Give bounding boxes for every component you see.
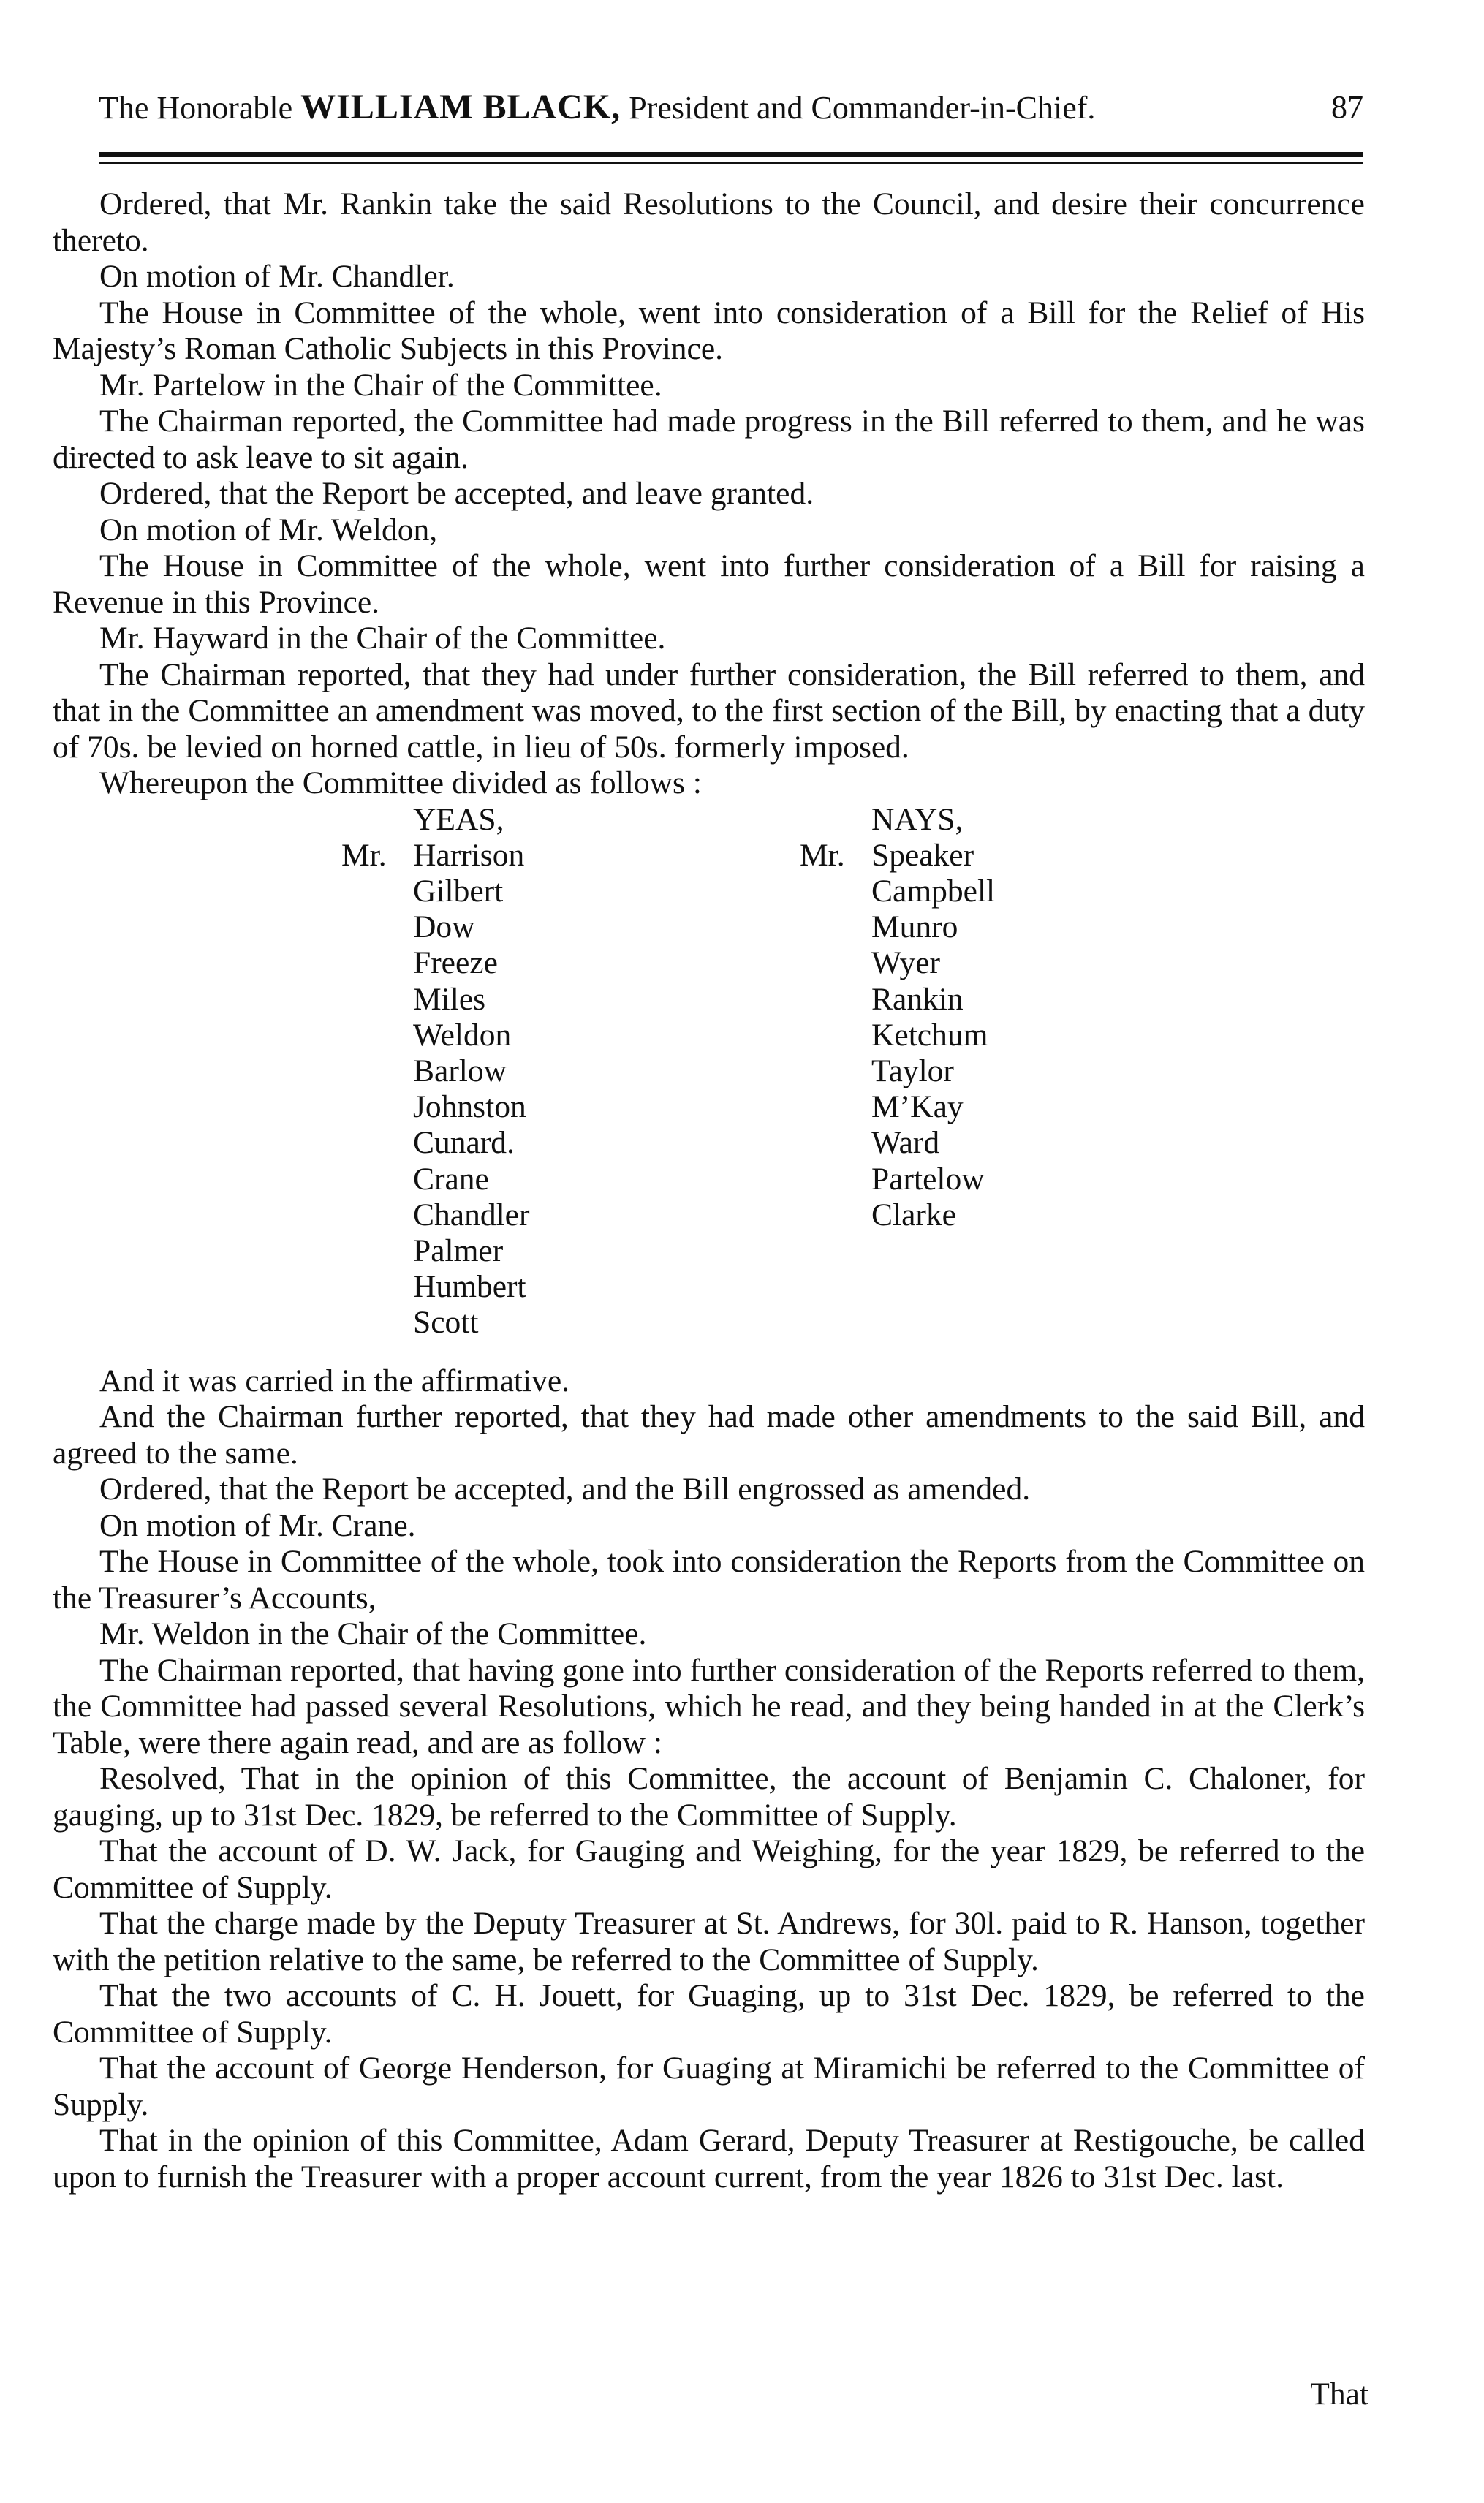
member-name: Weldon	[413, 1017, 512, 1053]
member-name: Wyer	[871, 945, 940, 981]
member-name: Ward	[871, 1125, 940, 1161]
catchword: That	[1310, 2377, 1368, 2412]
nay-member	[800, 1089, 995, 1125]
member-name: Partelow	[871, 1161, 985, 1197]
yea-member	[341, 909, 529, 945]
paragraph: Whereupon the Committee divided as follows :	[99, 765, 702, 800]
nays-heading: NAYS,	[871, 801, 964, 837]
member-name: Taylor	[871, 1053, 954, 1088]
yea-member	[341, 1233, 529, 1269]
member-name: Barlow	[413, 1053, 507, 1088]
title-prefix: Mr.	[341, 837, 387, 873]
paragraph: The House in Committee of the whole, went into further consideration of a Bill for raising a Revenue in this Province.	[53, 548, 1365, 620]
nay-member	[800, 1125, 995, 1161]
yea-member	[341, 1162, 529, 1197]
header-rule-thick	[99, 152, 1363, 157]
paragraph: On motion of Mr. Weldon,	[99, 512, 438, 548]
nay-member	[800, 1053, 995, 1089]
paragraph: The Chairman reported, the Committee had made progress in the Bill referred to them, and he was directed to ask leave to sit again.	[53, 404, 1365, 475]
paragraph: That the account of George Henderson, for Guaging at Miramichi be referred to the Committee of Supply.	[53, 2051, 1365, 2122]
paragraph: Mr. Weldon in the Chair of the Committee.	[99, 1616, 647, 1651]
header-title-prefix: The Honorable	[99, 90, 293, 126]
yea-member	[341, 982, 529, 1018]
yea-member	[341, 1125, 529, 1161]
nay-member	[800, 874, 995, 909]
page-number: 87	[1331, 89, 1363, 125]
paragraph: Mr. Partelow in the Chair of the Committee.	[99, 367, 662, 403]
member-name: Gilbert	[413, 873, 504, 909]
nay-member	[800, 1162, 995, 1197]
nay-member	[800, 1197, 995, 1233]
member-name: Rankin	[871, 981, 964, 1017]
member-name: Scott	[413, 1305, 479, 1341]
yea-member	[341, 1269, 529, 1305]
yea-member	[341, 1305, 529, 1341]
title-prefix: Mr.	[800, 837, 845, 873]
yea-member	[341, 1018, 529, 1053]
header-title-name: WILLIAM BLACK,	[300, 88, 621, 126]
yeas-column	[341, 802, 529, 1341]
member-name: Munro	[871, 909, 958, 945]
member-name: Dow	[413, 909, 475, 945]
member-name: Cunard.	[413, 1125, 515, 1161]
paragraph: The Chairman reported, that they had under further consideration, the Bill referred to them, and that in the Committee an amendment was moved, to the first section of the Bill, by enacting that a duty of 70s. be levied on horned cattle, in lieu of 50s. formerly imposed.	[53, 656, 1365, 765]
yea-member	[341, 1089, 529, 1125]
paragraph: And it was carried in the affirmative.	[99, 1363, 570, 1398]
paragraph: Mr. Hayward in the Chair of the Committee.	[99, 621, 666, 656]
nay-member	[800, 945, 995, 981]
paragraph: The House in Committee of the whole, went into consideration of a Bill for the Relief of His Majesty’s Roman Catholic Subjects in this Province.	[53, 295, 1365, 366]
paragraph: That the charge made by the Deputy Treasurer at St. Andrews, for 30l. paid to R. Hanson, together with the petition relative to the same, be referred to the Committee of Supply.	[53, 1906, 1365, 1977]
yea-member	[341, 1197, 529, 1233]
member-name: Ketchum	[871, 1017, 988, 1053]
paragraph: Resolved, That in the opinion of this Committee, the account of Benjamin C. Chaloner, for gauging, up to 31st Dec. 1829, be referred to the Committee of Supply.	[53, 1761, 1365, 1833]
paragraph: And the Chairman further reported, that they had made other amendments to the said Bill, and agreed to the same.	[53, 1399, 1365, 1471]
member-name: Clarke	[871, 1197, 956, 1232]
member-name: Campbell	[871, 873, 996, 909]
member-name: Freeze	[413, 945, 498, 981]
member-name: Palmer	[413, 1232, 504, 1268]
header-title-suffix: President and Commander-in-Chief.	[629, 90, 1096, 126]
paragraph: The House in Committee of the whole, took into consideration the Reports from the Committee on the Treasurer’s Accounts,	[53, 1544, 1365, 1616]
paragraph: Ordered, that Mr. Rankin take the said Resolutions to the Council, and desire their concurrence thereto.	[53, 186, 1365, 258]
yea-member	[341, 1053, 529, 1089]
paragraph: On motion of Mr. Chandler.	[99, 259, 455, 294]
header-rule-thin	[99, 162, 1363, 164]
yea-member	[341, 874, 529, 909]
nay-member	[800, 982, 995, 1018]
paragraph: That in the opinion of this Committee, Adam Gerard, Deputy Treasurer at Restigouche, be called upon to furnish the Treasurer with a proper account current, from the year 1826 to 31st Dec. last.	[53, 2123, 1365, 2195]
yeas-heading: YEAS,	[413, 801, 504, 837]
member-name: Harrison	[413, 837, 525, 873]
member-name: M’Kay	[871, 1089, 964, 1125]
paragraph: That the account of D. W. Jack, for Gauging and Weighing, for the year 1829, be referred to the Committee of Supply.	[53, 1833, 1365, 1905]
paragraph: On motion of Mr. Crane.	[99, 1507, 416, 1543]
nay-member	[800, 1018, 995, 1053]
nay-member	[800, 838, 995, 874]
yea-member	[341, 838, 529, 874]
yea-member	[341, 945, 529, 981]
member-name: Speaker	[871, 837, 974, 873]
member-name: Chandler	[413, 1197, 530, 1232]
paragraph: Ordered, that the Report be accepted, and leave granted.	[99, 476, 814, 511]
nay-member	[800, 909, 995, 945]
member-name: Humbert	[413, 1269, 526, 1305]
paragraph: That the two accounts of C. H. Jouett, for Guaging, up to 31st Dec. 1829, be referred to the Committee of Supply.	[53, 1978, 1365, 2050]
running-header	[99, 82, 1363, 133]
member-name: Crane	[413, 1161, 489, 1197]
vote-division	[53, 802, 1365, 1363]
paragraph: The Chairman reported, that having gone into further consideration of the Reports referred to them, the Committee had passed several Resolutions, which he read, and they being handed in at the Clerk’s Table, were there again read, and are as follow :	[53, 1652, 1365, 1760]
journal-text	[53, 186, 1365, 2195]
paragraph: Ordered, that the Report be accepted, and the Bill engrossed as amended.	[99, 1472, 1031, 1507]
nays-column	[800, 802, 995, 1233]
member-name: Miles	[413, 981, 486, 1017]
member-name: Johnston	[413, 1089, 526, 1125]
